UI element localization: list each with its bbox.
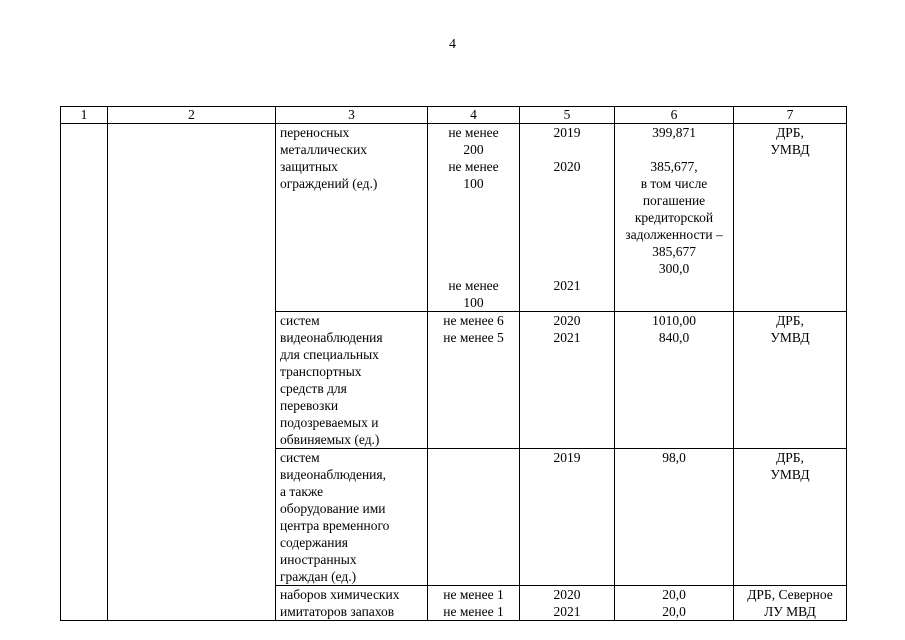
table-row — [61, 124, 847, 312]
document-table — [60, 106, 847, 621]
year-cell: 2019 — [520, 449, 615, 586]
quantity-cell: не менее 200 не менее 100 не менее 100 — [428, 124, 520, 312]
column-header: 3 — [276, 107, 428, 124]
executor-cell: ДРБ, Северное ЛУ МВД — [734, 586, 847, 621]
column-header: 1 — [61, 107, 108, 124]
year-cell: 2019 2020 2021 — [520, 124, 615, 312]
executor-cell: ДРБ, УМВД — [734, 449, 847, 586]
item-description: систем видеонаблюдения, а также оборудование ими центра временного содержания иностранных граждан (ед.) — [276, 449, 428, 586]
year-cell: 2020 2021 — [520, 586, 615, 621]
amount-cell: 20,0 20,0 — [615, 586, 734, 621]
empty-cell-col2 — [108, 124, 276, 621]
column-header: 7 — [734, 107, 847, 124]
quantity-cell — [428, 449, 520, 586]
column-header: 6 — [615, 107, 734, 124]
item-description: систем видеонаблюдения для специальных транспортных средств для перевозки подозреваемых и обвиняемых (ед.) — [276, 312, 428, 449]
amount-cell: 1010,00 840,0 — [615, 312, 734, 449]
item-description: наборов химических имитаторов запахов — [276, 586, 428, 621]
amount-cell: 399,871 385,677, в том числе погашение кредиторской задолженности – 385,677 300,0 — [615, 124, 734, 312]
column-header: 4 — [428, 107, 520, 124]
column-header: 5 — [520, 107, 615, 124]
empty-cell-col1 — [61, 124, 108, 621]
quantity-cell: не менее 1 не менее 1 — [428, 586, 520, 621]
item-description: переносных металлических защитных ограждений (ед.) — [276, 124, 428, 312]
table-header-row — [61, 107, 847, 124]
amount-cell: 98,0 — [615, 449, 734, 586]
executor-cell: ДРБ, УМВД — [734, 124, 847, 312]
column-header: 2 — [108, 107, 276, 124]
quantity-cell: не менее 6 не менее 5 — [428, 312, 520, 449]
year-cell: 2020 2021 — [520, 312, 615, 449]
executor-cell: ДРБ, УМВД — [734, 312, 847, 449]
page-number: 4 — [449, 37, 456, 52]
